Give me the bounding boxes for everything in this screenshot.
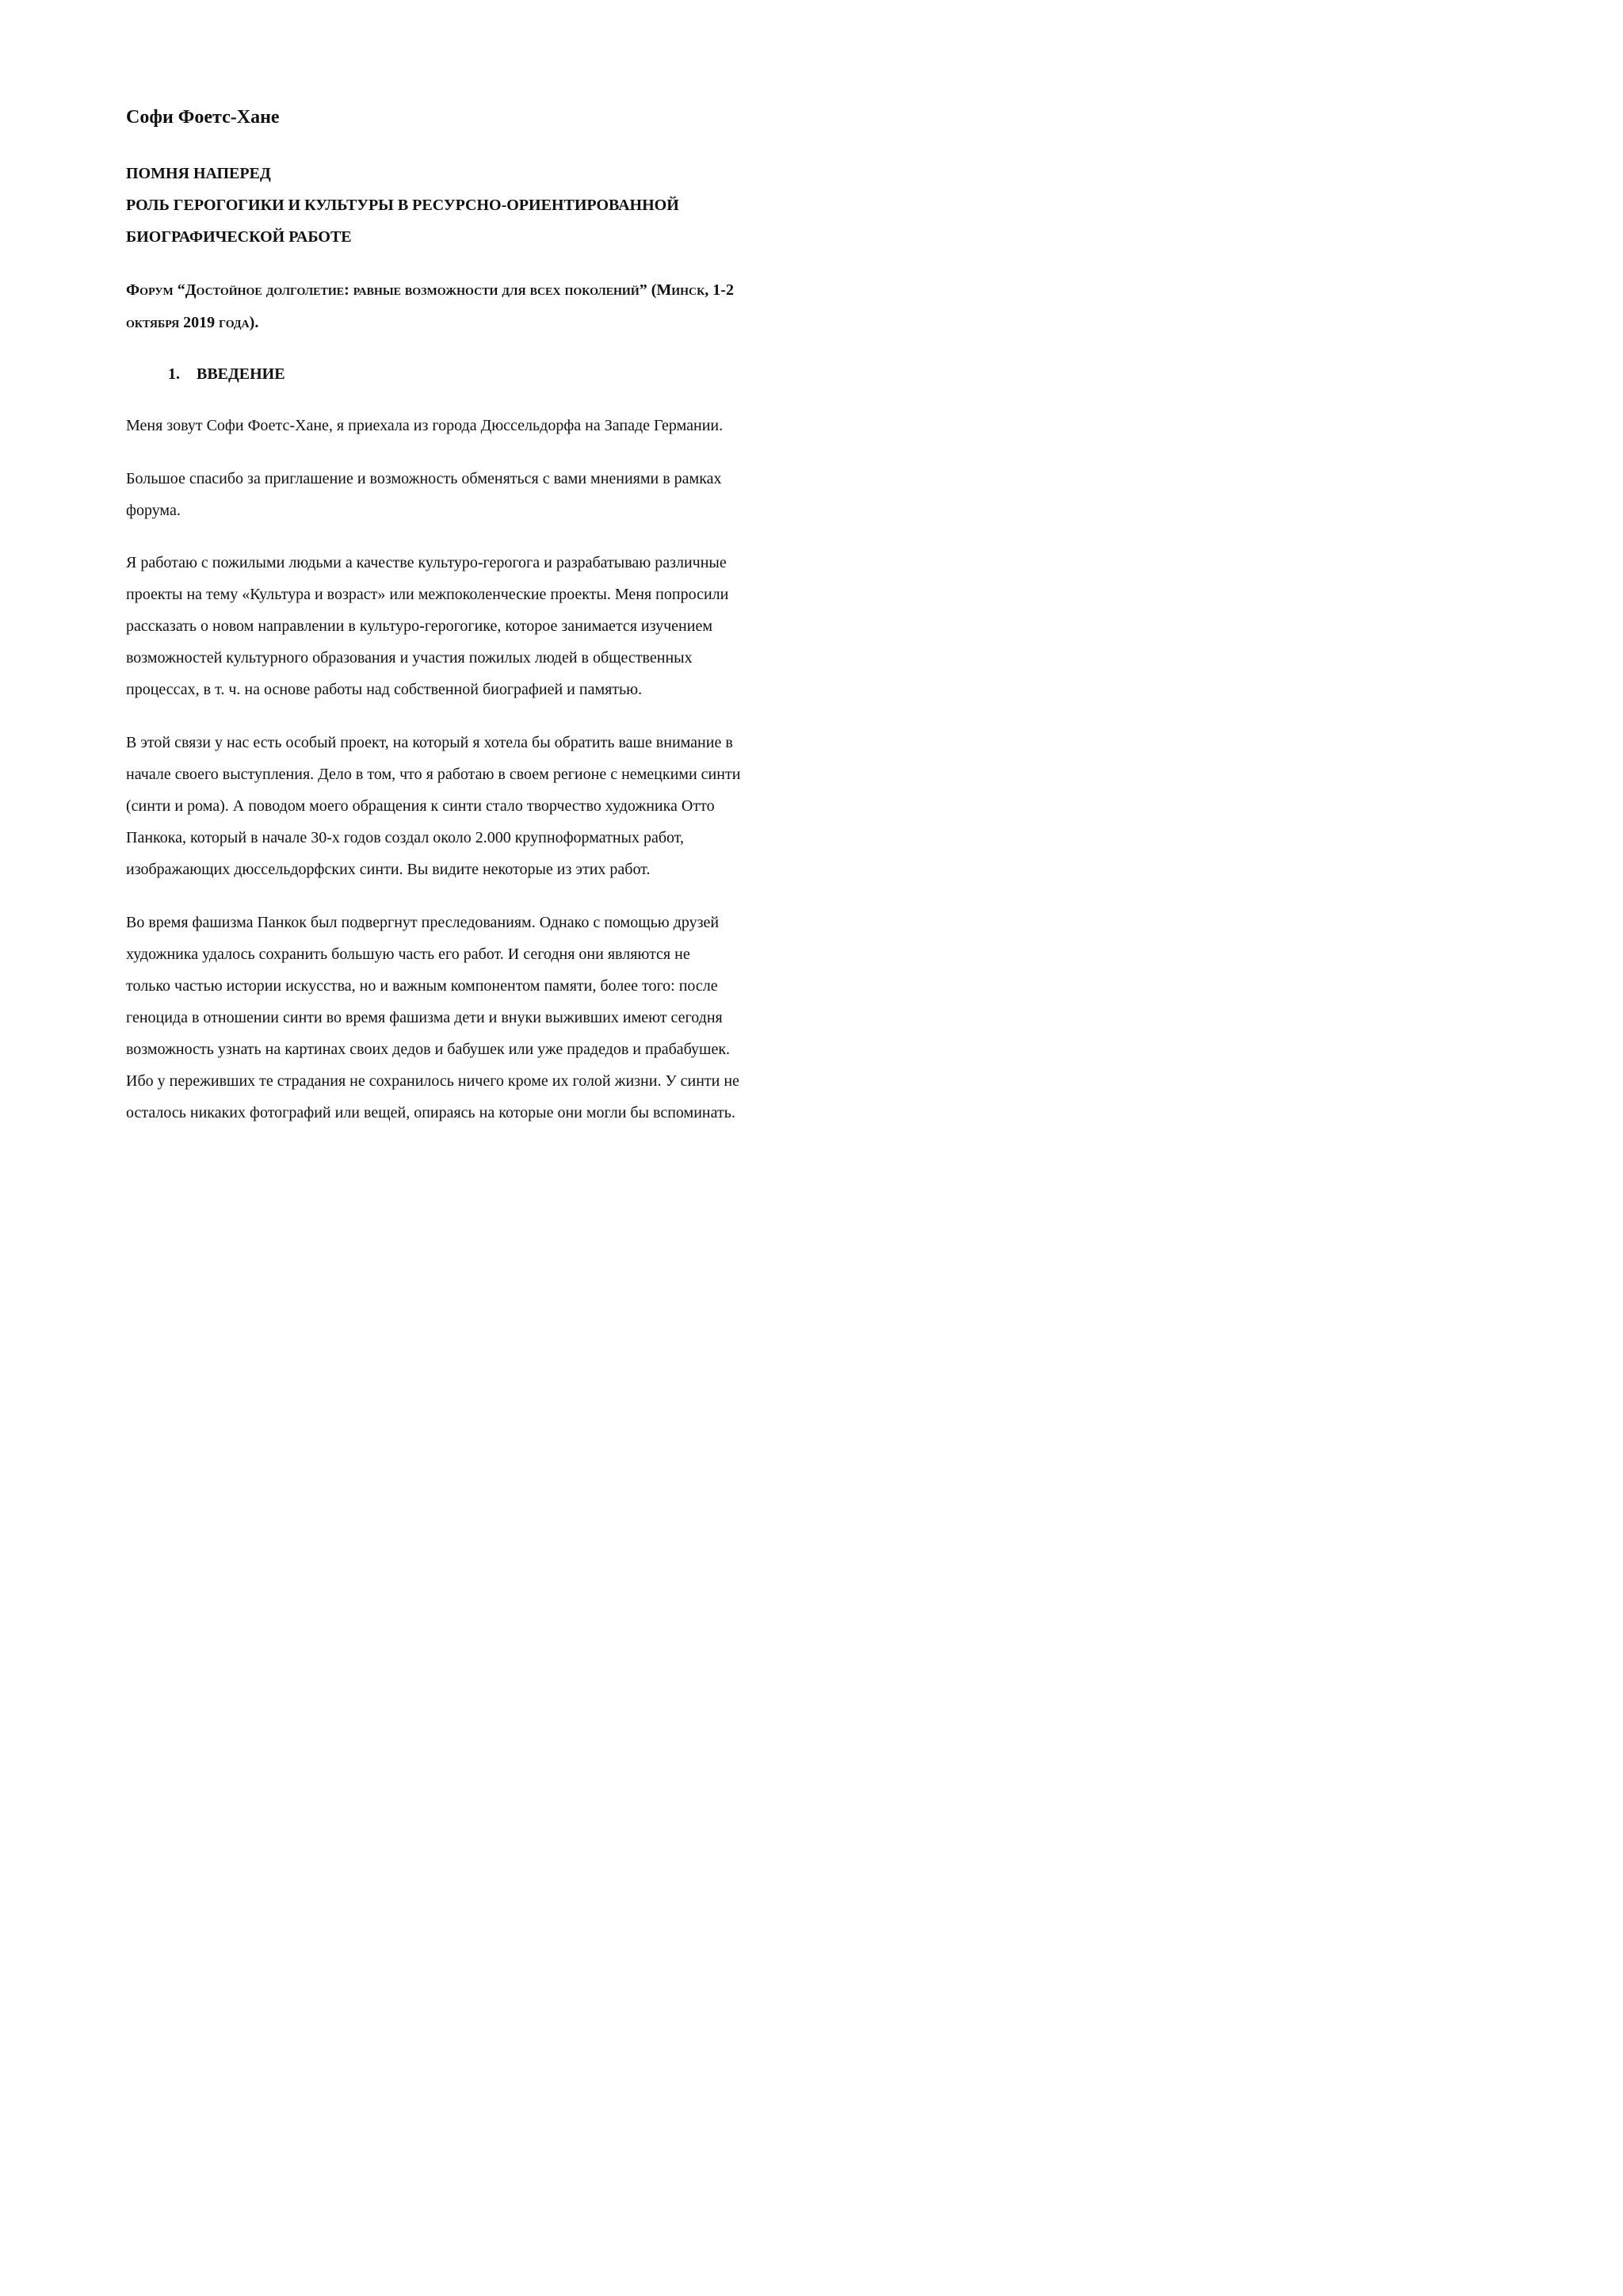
paragraph-2-line-1: Большое спасибо за приглашение и возможность обменяться с вами мнениями в рамках [126,470,722,487]
paragraph-3-line-5: процессах, в т. ч. на основе работы над собственной биографией и памятью. [126,681,643,698]
paragraph-4-line-2: начале своего выступления. Дело в том, что я работаю в своем регионе с немецкими синти [126,766,741,783]
paragraph-3-line-2: проекты на тему «Культура и возраст» или межпоколенческие проекты. Меня попросили [126,586,729,603]
paragraph-3-line-3: рассказать о новом направлении в культуро-герогогике, которое занимается изучением [126,617,712,635]
forum-line-2: октября 2019 года). [126,314,259,331]
paragraph-5-line-1: Во время фашизма Панкок был подвергнут преследованиям. Однако с помощью друзей [126,914,720,931]
paragraph-5-line-2: художника удалось сохранить большую часть его работ. И сегодня они являются не [126,946,690,963]
section-number: 1. [168,365,180,383]
paragraph-4-line-1: В этой связи у нас есть особый проект, на который я хотела бы обратить ваше внимание в [126,734,733,751]
title-line-2: РОЛЬ ГЕРОГОГИКИ И КУЛЬТУРЫ В РЕСУРСНО-ОРИЕНТИРОВАННОЙ [126,197,679,214]
document-page [0,0,872,1233]
paragraph-5-line-7: осталось никаких фотографий или вещей, опираясь на которые они могли бы вспоминать. [126,1104,735,1121]
paragraph-4-line-3: (синти и рома). А поводом моего обращения к синти стало творчество художника Отто [126,797,715,815]
paragraph-5-line-6: Ибо у переживших те страдания не сохранилось ничего кроме их голой жизни. У синти не [126,1072,739,1090]
title-line-1: ПОМНЯ НАПЕРЕД [126,165,271,182]
paragraph-4-line-5: изображающих дюссельдорфских синти. Вы видите некоторые из этих работ. [126,861,651,878]
section-heading [168,363,285,385]
forum-line-1: Форум “Достойное долголетие: равные возможности для всех поколений” (Минск, 1-2 [126,281,734,299]
paragraph-5-line-3: только частью истории искусства, но и важным компонентом памяти, более того: после [126,977,718,995]
paragraph-2-line-2: форума. [126,502,181,519]
paragraph-1-line-1: Меня зовут Софи Фоетс-Хане, я приехала из города Дюссельдорфа на Западе Германии. [126,417,724,434]
paragraph-4-line-4: Панкока, который в начале 30-х годов создал около 2.000 крупноформатных работ, [126,829,685,846]
author-name: Софи Фоетс-Хане [126,107,280,128]
title-line-3: БИОГРАФИЧЕСКОЙ РАБОТЕ [126,228,352,246]
paragraph-5-line-5: возможность узнать на картинах своих дедов и бабушек или уже прадедов и прабабушек. [126,1041,731,1058]
section-title: ВВЕДЕНИЕ [197,365,285,383]
paragraph-3-line-4: возможностей культурного образования и участия пожилых людей в общественных [126,649,693,667]
paragraph-5-line-4: геноцида в отношении синти во время фашизма дети и внуки выживших имеют сегодня [126,1009,723,1026]
paragraph-3-line-1: Я работаю с пожилыми людьми а качестве культуро-герогога и разрабатываю различные [126,554,727,571]
